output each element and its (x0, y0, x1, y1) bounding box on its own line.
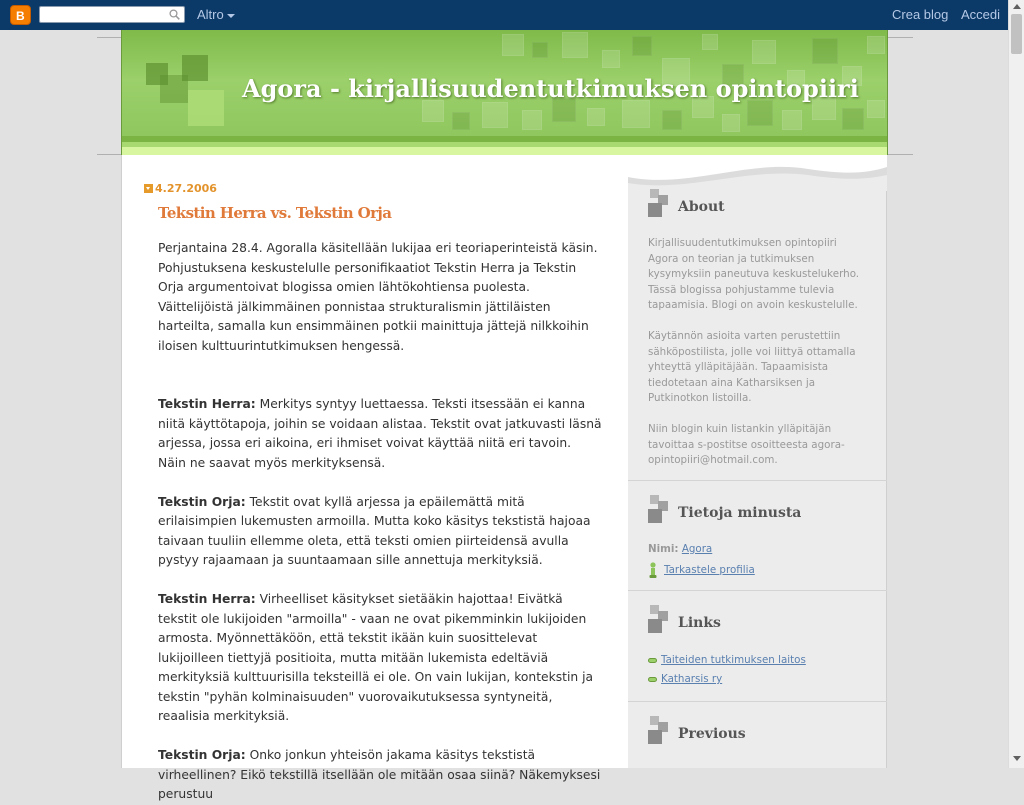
profile-widget (628, 495, 887, 590)
header-pattern-square (482, 102, 508, 128)
create-blog-link[interactable]: Crea blog (892, 7, 949, 22)
scroll-thumb[interactable] (1011, 14, 1022, 54)
header-pattern-square (662, 110, 682, 130)
blog-title[interactable]: Agora - kirjallisuudentutkimuksen opintopiiri (242, 74, 859, 103)
profile-title: Tietoja minusta (678, 505, 802, 521)
about-paragraph: Kirjallisuudentutkimuksen opintopiiri Agora on teorian ja tutkimuksen kysymyksiin paneutuva keskustelukerho. Tässä blogissa pohjustamme tulevia tapaamisia. Blogi on avoin keskustelulle. (648, 237, 860, 311)
header-pattern-square (522, 110, 542, 130)
spacer (158, 473, 602, 493)
spacer (158, 376, 602, 396)
header-pattern-square (562, 32, 588, 58)
paragraph-text: Virheelliset käsitykset sietääkin hajottaa! Eivätkä tekstit ole lukijoiden "armoilla" - vaan ne ovat pikemminkin lukijoiden armosta. Myönnettäköön, että tekstit ikään kuin suosittelevat lukijoilleen tiettyjä positioita, mutta mitään lukemista edeltäviä merkityksiä kulttuurisilla teksteillä ei ole. On vain lukijan, kontekstin ja tekstin "pyhän kolminaisuuden" vuorovaikutuksessa syntyneitä, reaalisia merkityksiä. (158, 592, 594, 723)
blog-header (121, 30, 888, 155)
view-profile-link[interactable]: Tarkastele profilia (664, 564, 755, 576)
header-pattern-square (747, 100, 773, 126)
widget-squares-icon (648, 495, 670, 527)
post-intro: Perjantaina 28.4. Agoralla käsitellään lukijaa eri teoriaperinteistä käsin. Pohjustuksena keskustelulle personifikaatiot Tekstin Herra ja Tekstin Orja argumentoivat blogissa omien lähtökohtiensa puolesta. Väittelijöistä jälkimmäinen ponnistaa strukturalismin jättiläisten harteilta, samalla kun ensimmäinen potkii mainittuja jättejä nilkkoihin iloisen kulttuurintutkimuksen hengessä. (158, 241, 598, 353)
paragraph-text: Merkitys syntyy luettaessa. Teksti itsessään ei kanna niitä käyttötapoja, joihin se voidaan alistaa. Tekstit ovat jatkuvasti läsnä arjessa, jossa eri aikoina, eri ihmiset voivat käyttää niitä eri tavoin. Näin ne saavat myös merkityksensä. (158, 397, 602, 470)
links-widget (628, 605, 887, 695)
header-pattern-square (587, 108, 605, 126)
widget-squares-icon (648, 189, 670, 221)
header-pattern-square (622, 100, 650, 128)
spacer (158, 571, 602, 591)
logo-square (188, 90, 224, 126)
scroll-up-arrow-icon[interactable] (1013, 4, 1021, 9)
previous-widget (628, 716, 887, 776)
profile-name-link[interactable]: Agora (681, 543, 713, 555)
post-body (158, 239, 602, 805)
header-pattern-square (702, 34, 718, 50)
link-katharsis[interactable]: Katharsis ry (661, 673, 723, 685)
widget-squares-icon (648, 716, 670, 748)
header-pattern-square (602, 50, 620, 68)
links-title: Links (678, 615, 721, 631)
search-icon[interactable] (169, 9, 180, 20)
link-item (648, 673, 722, 685)
header-pattern-square (752, 40, 776, 64)
link-item (648, 654, 806, 666)
link-taiteiden[interactable]: Taiteiden tutkimuksen laitos (661, 654, 806, 666)
header-pattern-square (452, 112, 470, 130)
sidebar (628, 155, 887, 768)
header-pattern-square (812, 38, 838, 64)
header-strip (122, 147, 887, 155)
header-pattern-square (532, 42, 548, 58)
header-pattern-square (867, 100, 885, 118)
date-collapse-icon (144, 184, 153, 193)
profile-name-label: Nimi: (648, 543, 679, 555)
search-input[interactable] (39, 6, 185, 23)
speaker-label: Tekstin Orja: (158, 748, 246, 762)
scroll-down-arrow-icon[interactable] (1013, 756, 1021, 761)
widget-divider (628, 590, 887, 591)
bullet-icon (648, 658, 657, 663)
post-title[interactable]: Tekstin Herra vs. Tekstin Orja (158, 204, 392, 222)
blogger-navbar (0, 0, 1008, 30)
about-paragraph: Niin blogin kuin listankin ylläpitäjän tavoittaa s-postitse osoitteesta agora-opintopiiri@hotmail.com. (648, 423, 845, 466)
widget-divider (628, 480, 887, 481)
header-pattern-square (422, 100, 444, 122)
sidebar-wave-decoration (628, 155, 887, 191)
sign-in-link[interactable]: Accedi (961, 7, 1001, 22)
blogger-logo-icon[interactable]: B (10, 5, 31, 25)
header-pattern-square (632, 36, 652, 56)
bullet-icon (648, 677, 657, 682)
about-widget (628, 189, 887, 479)
header-pattern-square (502, 34, 524, 56)
spacer (648, 314, 870, 330)
post-date: 4.27.2006 (155, 182, 217, 195)
spacer (648, 407, 870, 423)
header-pattern-square (782, 110, 802, 130)
person-icon (648, 562, 658, 579)
post-paragraph (158, 746, 602, 805)
about-paragraph: Käytännön asioita varten perustettiin sähköpostilista, jolle voi liittyä ottamalla yhteyttä ylläpitäjään. Tapaamisista tiedotetaan aina Katharsiksen ja Putkinotkon listoilla. (648, 330, 856, 404)
paragraph-text: Onko jonkun yhteisön jakama käsitys tekstistä virheellinen? Eikö tekstillä itsellään ole mitään osaa siinä? Näkemyksesi perustuu (158, 748, 601, 801)
spacer (158, 727, 602, 747)
speaker-label: Tekstin Orja: (158, 494, 246, 509)
widget-divider (628, 701, 887, 702)
about-title: About (678, 199, 725, 215)
view-profile-row (664, 564, 755, 576)
vertical-scrollbar[interactable] (1008, 0, 1024, 768)
speaker-label: Tekstin Herra: (158, 397, 256, 411)
previous-title: Previous (678, 726, 746, 742)
post-paragraph (158, 395, 602, 473)
logo-square (160, 75, 188, 103)
post-paragraph (158, 590, 602, 727)
header-pattern-square (722, 114, 740, 132)
paragraph-text: Tekstit ovat kyllä arjessa ja epäilemättä mitä erilaisimpien lukemusten armoilla. Mutta koko käsitys tekstistä hajoaa taivaan tuuliin ellemme oleta, että teksti omien piirteidensä avulla pystyy rajaamaan ja suuntaamaan sille annettuja merkityksiä. (158, 494, 591, 567)
more-menu-button[interactable] (197, 7, 235, 22)
post-date-row (144, 178, 217, 197)
more-menu-label: Altro (197, 7, 224, 22)
widget-squares-icon (648, 605, 670, 637)
speaker-label: Tekstin Herra: (158, 592, 256, 606)
header-pattern-square (867, 36, 885, 54)
profile-name-row (648, 543, 712, 555)
about-text (648, 236, 870, 469)
header-pattern-square (842, 108, 864, 130)
post-paragraph (158, 493, 602, 571)
spacer (158, 356, 602, 376)
caret-down-icon (227, 14, 235, 18)
main-content (121, 155, 628, 801)
